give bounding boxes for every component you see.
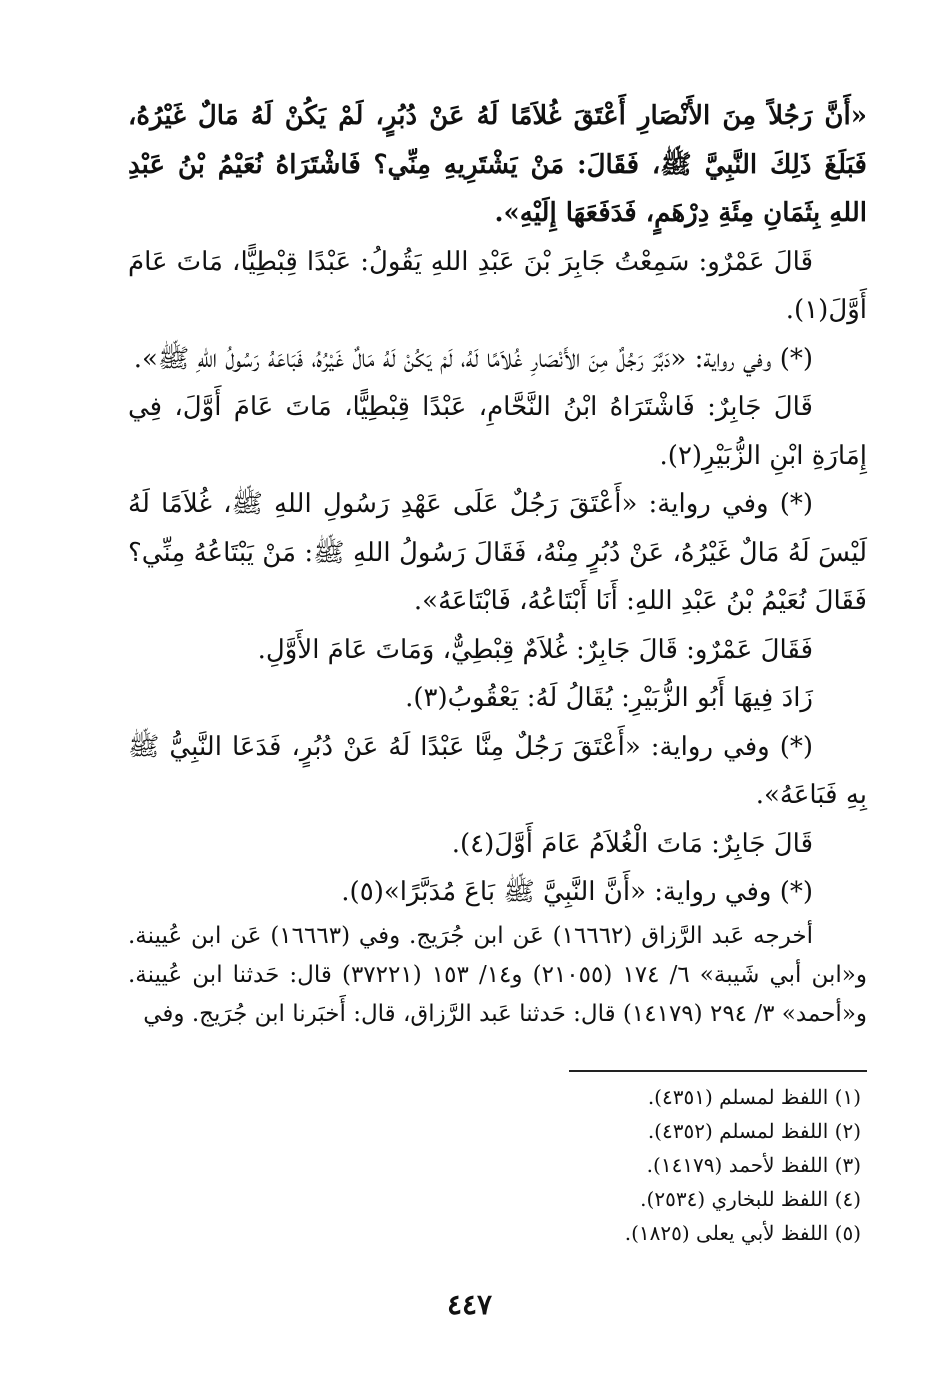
footnote-2: (٢) اللفظ لمسلم (٤٣٥٢). [647, 1119, 861, 1143]
footnote-4: (٤) اللفظ للبخاري (٢٥٣٤). [640, 1187, 861, 1211]
narration-variant: (*) وفي رواية: «أَعْتَقَ رَجُلٌ عَلَى عَهْدِ رَسُولِ اللهِ ﷺ، غُلاَمًا لَهُ لَيْسَ لَهُ مَالٌ غَيْرُهُ، عَنْ دُبُرٍ مِنْهُ، فَقَالَ رَسُولُ اللهِ ﷺ: مَنْ يَبْتَاعُهُ مِنِّي؟ فَقَالَ نُعَيْمُ بْنُ عَبْدِ اللهِ: أَنَا أَبْتَاعُهُ، فَابْتَاعَهُ». [128, 489, 867, 616]
narration-variant: (*) وفي رواية: «أَنَّ النَّبِيَّ ﷺ بَاعَ مُدَبَّرًا»(٥). [341, 877, 813, 907]
main-text [128, 92, 867, 1034]
footnote-1: (١) اللفظ لمسلم (٤٣٥١). [647, 1085, 861, 1109]
narrator-comment: فَقَالَ عَمْرٌو: قَالَ جَابِرٌ: غُلاَمٌ قِبْطِيٌّ، وَمَاتَ عَامَ الأَوَّلِ. [257, 634, 813, 665]
footnote-3: (٣) اللفظ لأحمد (١٤١٧٩). [646, 1153, 861, 1177]
narration-variant: (*) وفي رواية: «دَبَّرَ رَجُلٌ مِنَ الأَنْصَارِ غُلاَمًا لَهُ، لَمْ يَكُنْ لَهُ مَالٌ غَيْرُهُ، فَبَاعَهُ رَسُولُ اللهِ ﷺ». [133, 343, 813, 374]
page-number: ٤٤٧ [446, 1288, 493, 1321]
narration-variant: (*) وفي رواية: «أَعْتَقَ رَجُلٌ مِنَّا عَبْدًا لَهُ عَنْ دُبُرٍ، فَدَعَا النَّبِيُّ ﷺ بِهِ فَبَاعَهُ». [128, 731, 867, 810]
takhrij-text: أخرجه عَبد الرَّزاق (١٦٦٦٢) عَن ابن جُرَيج. وفي (١٦٦٦٣) عَن ابن عُيينة. و«ابن أبي شَيبة» ٦/ ١٧٤ (٢١٠٥٥) و١٤/ ١٥٣ (٣٧٢٢١) قال: حَدثنا ابن عُيينة. و«أحمد» ٣/ ٢٩٤ (١٤١٧٩) قال: حَدثنا عَبد الرَّزاق، قال: أَخبَرنا ابن جُرَيج. وفي [128, 922, 867, 1027]
narrator-comment: قَالَ عَمْرٌو: سَمِعْتُ جَابِرَ بْنَ عَبْدِ اللهِ يَقُولُ: عَبْدًا قِبْطِيًّا، مَاتَ عَامَ أَوَّلَ(١). [128, 246, 867, 325]
hadith-text: «أَنَّ رَجُلاً مِنَ الأَنْصَارِ أَعْتَقَ غُلاَمًا لَهُ عَنْ دُبُرٍ، لَمْ يَكُنْ لَهُ مَالٌ غَيْرُهُ، فَبَلَغَ ذَلِكَ النَّبِيَّ ﷺ، فَقَالَ: مَنْ يَشْتَرِيهِ مِنِّي؟ فَاشْتَرَاهُ نُعَيْمُ بْنُ عَبْدِ اللهِ بِثَمَانِ مِئَةِ دِرْهَمٍ، فَدَفَعَهَا إِلَيْهِ». [128, 101, 867, 228]
narrator-comment: قَالَ جَابِرٌ: مَاتَ الْغُلاَمُ عَامَ أَوَّلَ(٤). [451, 828, 813, 859]
narrator-addition: زَادَ فِيهَا أَبُو الزُّبَيْرِ: يُقَالُ لَهُ: يَعْقُوبُ(٣). [405, 683, 813, 713]
footnote-5: (٥) اللفظ لأبي يعلى (١٨٢٥). [624, 1221, 861, 1245]
narrator-comment: قَالَ جَابِرٌ: فَاشْتَرَاهُ ابْنُ النَّحَّامِ، عَبْدًا قِبْطِيًّا، مَاتَ عَامَ أَوَّلَ، فِي إِمَارَةِ ابْنِ الزُّبَيْرِ(٢). [128, 392, 867, 471]
footnote-divider [569, 1070, 867, 1072]
footnotes [267, 1080, 867, 1250]
